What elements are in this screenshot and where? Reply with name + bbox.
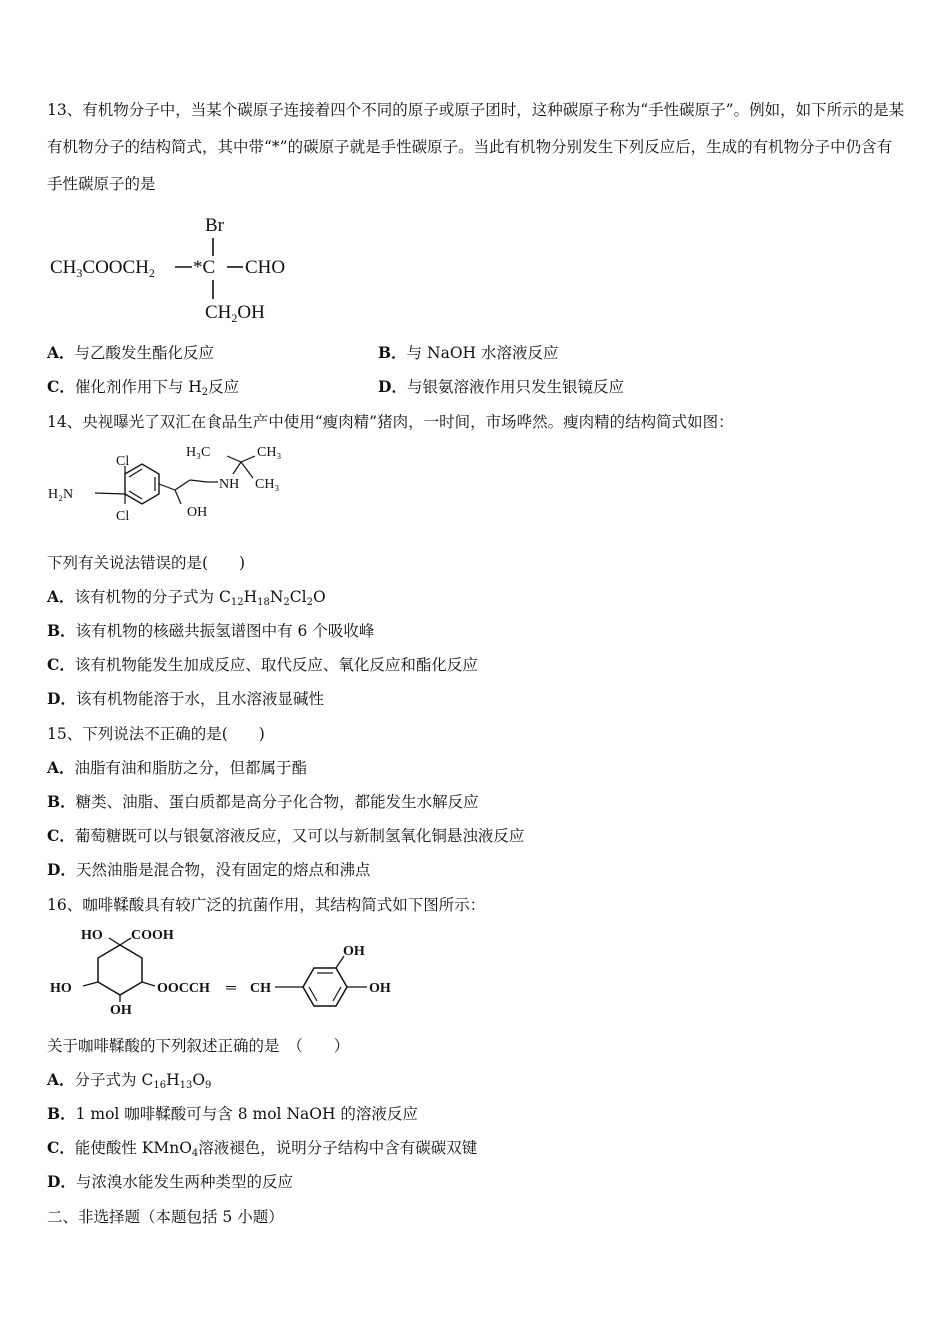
q16-oh-right: OH [369,981,391,996]
q14-option-b: B．该有机物的核磁共振氢谱图中有 6 个吸收峰 [47,621,375,640]
q14-ch3-right: CH₃ [255,477,280,492]
q13-cho-label: CHO [245,257,286,278]
q13-option-c: C．催化剂作用下与 $H_2$反应 [47,377,240,398]
section-2-title: 二、非选择题（本题包括 5 小题） [47,1208,284,1226]
q16-option-d: D．与浓溴水能发生两种类型的反应 [47,1172,293,1191]
q16-cooh: COOH [131,928,174,943]
q16-oh-bottom: OH [110,1003,132,1018]
q13-chiral-carbon: *C [193,257,216,278]
q15-stem: 15、下列说法不正确的是( ) [47,725,265,743]
q13-ch2oh-label: $CH_2OH$ [205,302,265,325]
q13-ch3-label: $CH_3COOCH_2$ [50,257,155,280]
q14-oh: OH [187,505,208,520]
q16-double-bond: ═ [226,981,236,996]
q14-structure-figure [47,440,307,544]
q15-option-c: C．葡萄糖既可以与银氨溶液反应，又可以与新制氢氧化铜悬浊液反应 [47,826,525,845]
q15-option-d: D．天然油脂是混合物，没有固定的熔点和沸点 [47,860,371,879]
q13-structure-figure [47,210,317,330]
q14-option-c: C．该有机物能发生加成反应、取代反应、氧化反应和酯化反应 [47,655,478,674]
q13-option-d: D．与银氨溶液作用只发生银镜反应 [378,377,624,396]
q16-ch: CH [250,981,271,996]
q15-option-a: A．油脂有油和脂肪之分，但都属于酯 [47,758,308,777]
q13-br-label: Br [205,215,224,236]
q14-h2n: H₂N [48,487,74,502]
q16-option-b: B．1 mol 咖啡鞣酸可与含 8 mol NaOH 的溶液反应 [47,1104,418,1123]
q15-option-b: B．糖类、油脂、蛋白质都是高分子化合物，都能发生水解反应 [47,792,479,811]
q14-ch3-top: CH₃ [257,445,282,460]
q16-ester: OOCCH [157,981,210,996]
benzene-ring [125,464,159,504]
q16-stem: 16、咖啡鞣酸具有较广泛的抗菌作用，其结构简式如下图所示： [47,896,486,914]
q13-option-b: B．与 NaOH 水溶液反应 [378,343,559,362]
q16-structure-figure [47,920,407,1024]
q16-ho-top: HO [81,928,103,943]
q13-stem: 13、有机物分子中，当某个碳原子连接着四个不同的原子或原子团时，这种碳原子称为“手性碳原子”。例如，如下所示的是某有机物分子的结构简式，其中带“*”的碳原子就是手性碳原子。当此有机物分别发生下列反应后，生成的有机物分子中仍含有手性碳原子的是 [47,101,905,193]
q14-option-a: A．该有机物的分子式为 $C_{12}H_{18}N_2Cl_2O$ [47,587,326,608]
q14-question: 下列有关说法错误的是( ) [47,554,246,572]
q14-stem: 14、央视曝光了双汇在食品生产中使用“瘦肉精”猪肉，一时间，市场哗然。瘦肉精的结构简式如图： [47,413,734,431]
q16-option-a: A．分子式为 $C_{16}H_{13}O_9$ [47,1070,212,1091]
q14-h3c: H₃C [186,445,211,460]
cyclohexane-ring [98,945,142,995]
q16-ho-left: HO [50,981,72,996]
q14-option-d: D．该有机物能溶于水，且水溶液显碱性 [47,689,324,708]
q14-cl-top: Cl [116,454,130,469]
q16-oh-top: OH [343,944,365,959]
q14-cl-bottom: Cl [116,509,130,524]
q14-nh: NH [219,477,240,492]
q16-option-c: C．能使酸性 KMnO$_4$溶液褪色，说明分子结构中含有碳碳双键 [47,1138,478,1159]
q16-question: 关于咖啡鞣酸的下列叙述正确的是 （ ） [47,1037,350,1055]
q13-option-a: A．与乙酸发生酯化反应 [47,343,215,362]
